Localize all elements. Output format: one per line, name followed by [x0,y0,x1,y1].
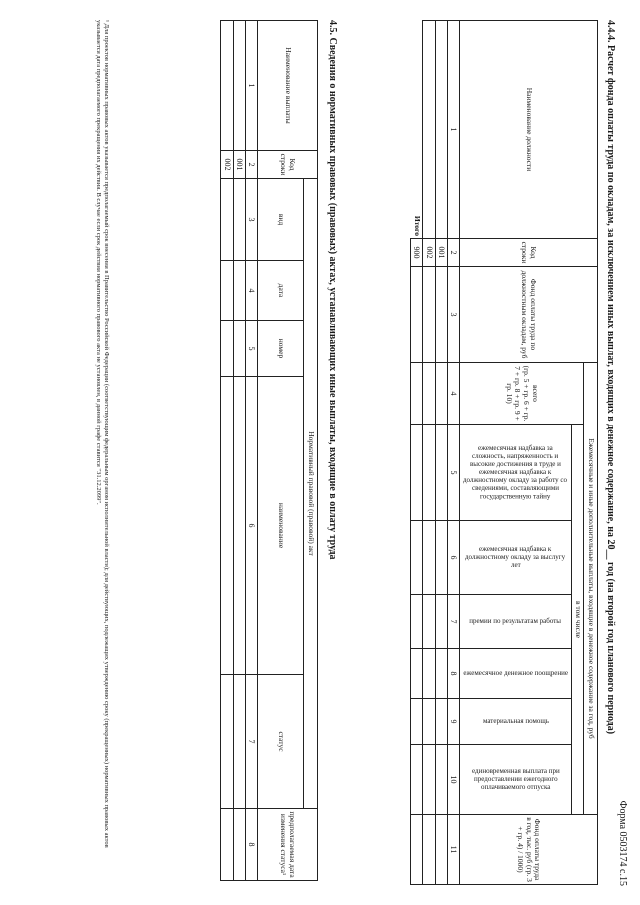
header-change-date: предполагаемая дата изменения статуса¹ [258,809,318,881]
value-cell[interactable] [411,425,423,521]
payment-name-cell[interactable] [221,21,233,151]
col-num: 2 [447,239,459,267]
value-cell[interactable] [423,699,435,745]
value-cell[interactable] [435,815,447,885]
total-row [411,21,423,885]
header-type: вид [258,179,304,261]
value-cell[interactable] [423,363,435,425]
value-cell[interactable] [411,815,423,885]
value-cell[interactable] [411,745,423,815]
col-num: 3 [245,179,257,261]
value-cell[interactable] [435,745,447,815]
value-cell[interactable] [411,363,423,425]
position-name-cell[interactable] [435,21,447,239]
value-cell[interactable] [423,595,435,649]
value-cell[interactable] [221,179,233,261]
header-name: наименование [258,377,304,675]
value-cell[interactable] [221,261,233,321]
header-line-code: Код строки [460,239,598,267]
header-number: номер [258,321,304,377]
value-cell[interactable] [423,425,435,521]
header-sub-9: материальная помощь [460,699,572,745]
col-num: 4 [245,261,257,321]
value-cell[interactable] [435,595,447,649]
value-cell[interactable] [423,649,435,699]
value-cell[interactable] [221,675,233,809]
value-cell[interactable] [221,377,233,675]
header-total: всего [530,385,540,402]
header-total-formula: (гр. 5 + гр. 6 + гр. 7 + гр. 8 + гр. 9 + гр. 10) [504,365,532,422]
value-cell[interactable] [435,521,447,595]
footnote: ¹ Для проектов нормативных правовых актов указывается предполагаемый срок внесения в Правительство Российской Федерации (соответствующим федеральным органом исполнительной власти); для действующих, подлежащих утверждению сроку (прекращенных) нормативных правовых актов указывается дата предполагаемого прекращения их действия. В случае если срок действия нормативного правового акта не установлен, в данной графе ставится "31.12.2099". [94,20,110,848]
header-sub-6: ежемесячная надбавка к должностному окладу за выслугу лет [460,521,572,595]
document-sheet [10,12,630,892]
value-cell[interactable] [423,267,435,363]
total-label: Итого [411,21,423,239]
header-sub-7: премии по результатам работы [460,595,572,649]
header-act-group: Нормативный правовой (правовой) акт [304,179,318,809]
col-num: 7 [245,675,257,809]
col-num: 8 [447,649,459,699]
col-num: 5 [447,425,459,521]
line-code-cell: 002 [221,151,233,179]
header-total-cell [460,363,584,425]
col-num: 1 [447,21,459,239]
value-cell[interactable] [435,363,447,425]
value-cell[interactable] [423,521,435,595]
value-cell[interactable] [435,649,447,699]
col-num: 6 [447,521,459,595]
value-cell[interactable] [435,425,447,521]
col-num: 2 [245,151,257,179]
legal-acts-table [220,20,318,881]
section-45-title: 4.5. Сведения о нормативных правовых (правовых) актах, устанавливающих иные выплаты, входящие в оплату труда [327,20,338,560]
value-cell[interactable] [233,179,245,261]
value-cell[interactable] [411,521,423,595]
value-cell[interactable] [221,321,233,377]
value-cell[interactable] [435,699,447,745]
column-number-row [447,21,459,885]
col-num: 1 [245,21,257,151]
header-line-code: Код строки [258,151,318,179]
col-num: 4 [447,363,459,425]
col-num: 9 [447,699,459,745]
header-payment-name: Наименование выплаты [258,21,318,151]
line-code-cell: 001 [233,151,245,179]
value-cell[interactable] [221,809,233,881]
value-cell[interactable] [435,267,447,363]
col-num: 7 [447,595,459,649]
table-row [423,21,435,885]
section-444-title: 4.4.4. Расчет фонда оплаты труда по окладам, за исключением иных выплат, входящих в денежное содержание, на 20__ год (на второй год планового периода) [605,20,616,735]
col-num: 3 [447,267,459,363]
line-code-cell: 002 [423,239,435,267]
header-sub-8: ежемесячное денежное поощрение [460,649,572,699]
line-code-cell: 001 [435,239,447,267]
value-cell[interactable] [233,675,245,809]
value-cell[interactable] [233,321,245,377]
header-position-name: Наименование должности [460,21,598,239]
position-name-cell[interactable] [423,21,435,239]
value-cell[interactable] [411,649,423,699]
table-row [233,21,245,881]
form-number: Форма 0503174 с.15 [617,800,628,886]
value-cell[interactable] [411,267,423,363]
col-num: 11 [447,815,459,885]
value-cell[interactable] [233,809,245,881]
header-salary-fund: Фонд оплаты труда по должностным окладам, руб [460,267,598,363]
header-fund-year: Фонд оплаты труда в год, тыс. руб (гр. 3 + гр. 4) / 1000) [460,815,598,885]
payment-name-cell[interactable] [233,21,245,151]
value-cell[interactable] [233,261,245,321]
header-including: в том числе [572,425,584,815]
value-cell[interactable] [233,377,245,675]
value-cell[interactable] [411,595,423,649]
value-cell[interactable] [423,815,435,885]
col-num: 6 [245,377,257,675]
header-sub-5: ежемесячная надбавка за сложность, напряженность и высокие достижения в труде и ежемесячная надбавка к должностному окладу за работу со сведениями, составляющими государственную тайну [460,425,572,521]
table-row [435,21,447,885]
header-status: статус [258,675,304,809]
col-num: 10 [447,745,459,815]
table-row [221,21,233,881]
header-date: дата [258,261,304,321]
total-line-code: 900 [411,239,423,267]
column-number-row [245,21,257,881]
header-sub-10: единовременная выплата при предоставлении ежегодного оплачиваемого отпуска [460,745,572,815]
col-num: 8 [245,809,257,881]
header-monthly-other: Ежемесячные и иные дополнительные выплаты, входящие в денежное содержание за год, руб [584,363,598,815]
col-num: 5 [245,321,257,377]
value-cell[interactable] [411,699,423,745]
salary-fund-table [410,20,598,885]
value-cell[interactable] [423,745,435,815]
